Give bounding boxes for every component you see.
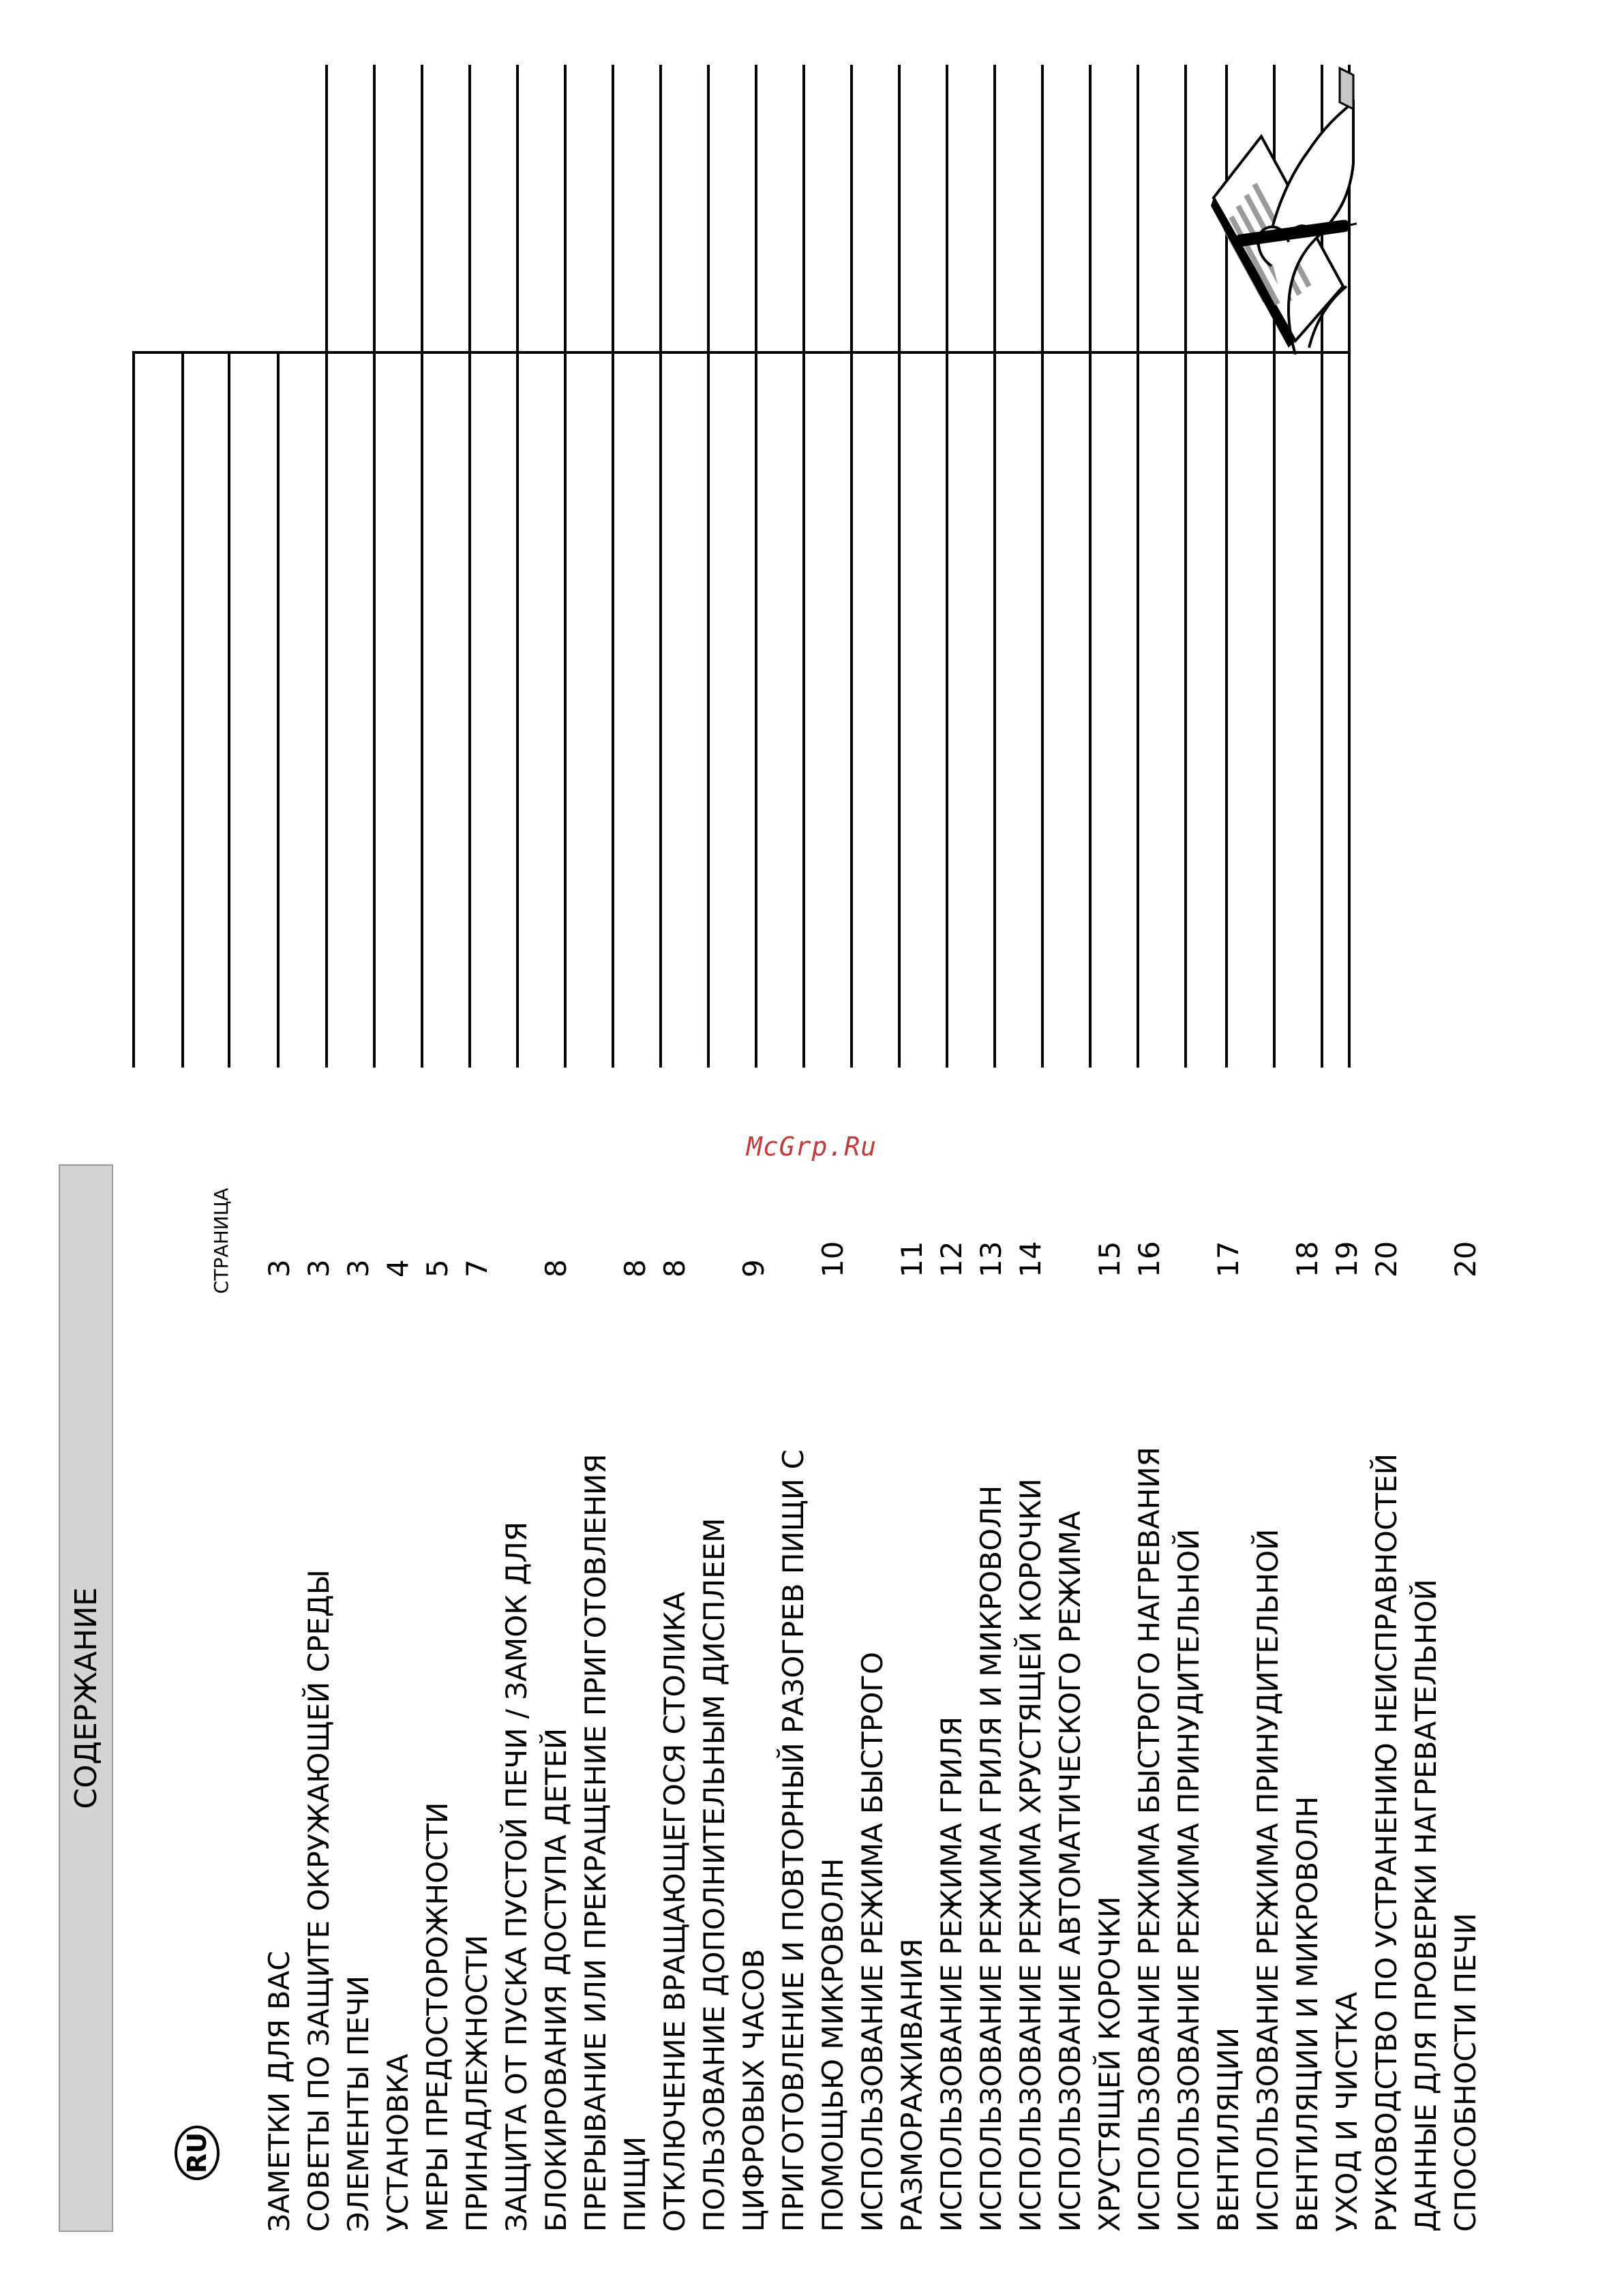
toc-entry — [1446, 1164, 1486, 2232]
toc-entry-title: ЭЛЕМЕНТЫ ПЕЧИ — [342, 1975, 375, 2232]
toc-entry-title: ИСПОЛЬЗОВАНИЕ РЕЖИМА ГРИЛЯ И МИКРОВОЛН — [974, 1485, 1008, 2232]
note-line-connector — [132, 351, 1350, 354]
toc-entry-title: ИСПОЛЬЗОВАНИЕ РЕЖИМА БЫСТРОГО НАГРЕВАНИЯ — [1132, 1447, 1166, 2232]
toc-entry-title: СОВЕТЫ ПО ЗАЩИТЕ ОКРУЖАЮЩЕЙ СРЕДЫ — [302, 1569, 335, 2232]
toc-entry — [1367, 1164, 1407, 2232]
note-line — [228, 351, 230, 1068]
language-badge-label: RU — [182, 2132, 212, 2174]
toc-entry-title: РУКОВОДСТВО ПО УСТРАНЕНИЮ НЕИСПРАВНОСТЕЙ — [1370, 1453, 1403, 2232]
note-line — [659, 65, 662, 1068]
toc-entry-page: 18 — [1291, 1241, 1324, 1278]
toc-entry-title: ПОМОЩЬЮ МИКРОВОЛН — [816, 1858, 849, 2232]
watermark-text: McGrp.Ru — [747, 1132, 877, 1162]
toc-entry-title: ИСПОЛЬЗОВАНИЕ РЕЖИМА ХРУСТЯЩЕЙ КОРОЧКИ — [1014, 1478, 1047, 2232]
toc-entry — [1209, 1164, 1248, 2232]
toc-entry-title: ИСПОЛЬЗОВАНИЕ РЕЖИМА ПРИНУДИТЕЛЬНОЙ — [1172, 1528, 1205, 2232]
toc-entry-title: ВЕНТИЛЯЦИИ — [1212, 2027, 1245, 2232]
toc-entry-page: 4 — [381, 1259, 415, 1278]
note-line — [1089, 65, 1092, 1068]
toc-title-bar — [59, 1164, 113, 2232]
toc-list — [260, 1164, 1486, 2232]
toc-entry — [892, 1164, 932, 2232]
toc-entry-page: 20 — [1449, 1241, 1482, 1278]
toc-entry-page: 20 — [1370, 1241, 1403, 1278]
toc-entry-page: 15 — [1093, 1241, 1126, 1278]
note-line — [421, 65, 423, 1068]
note-line — [1184, 65, 1187, 1068]
toc-entry-title: ИСПОЛЬЗОВАНИЕ РЕЖИМА ПРИНУДИТЕЛЬНОЙ — [1251, 1528, 1284, 2232]
note-line — [373, 65, 376, 1068]
page-title: СОДЕРЖАНИЕ — [68, 1587, 104, 1809]
note-line — [755, 65, 757, 1068]
toc-entry — [418, 1164, 457, 2232]
toc-entry — [655, 1164, 695, 2232]
toc-entry — [616, 1164, 655, 2232]
note-line — [181, 351, 184, 1068]
toc-entry-page: 10 — [816, 1241, 849, 1278]
page-column-header: СТРАНИЦА — [210, 1188, 232, 1294]
toc-entry-title: ПИЩИ — [618, 2136, 652, 2232]
toc-entry — [774, 1164, 813, 2232]
toc-entry-title: ЦИФРОВЫХ ЧАСОВ — [737, 1948, 770, 2232]
note-line — [1041, 65, 1044, 1068]
toc-entry — [1169, 1164, 1209, 2232]
note-line — [325, 65, 328, 1068]
note-line — [946, 65, 948, 1068]
note-line — [612, 65, 614, 1068]
note-line — [277, 351, 280, 1068]
toc-entry — [1051, 1164, 1090, 2232]
note-line — [898, 65, 901, 1068]
toc-entry-title: ПРИНАДЛЕЖНОСТИ — [460, 1935, 494, 2232]
toc-entry-page: 7 — [460, 1259, 494, 1278]
writing-hand-icon — [1207, 61, 1357, 354]
toc-entry — [734, 1164, 774, 2232]
toc-entry-title: УСТАНОВКА — [381, 2053, 415, 2232]
toc-entry — [932, 1164, 972, 2232]
toc-entry — [339, 1164, 378, 2232]
toc-entry-title: ИСПОЛЬЗОВАНИЕ АВТОМАТИЧЕСКОГО РЕЖИМА — [1053, 1511, 1087, 2232]
toc-entry-title: УХОД И ЧИСТКА — [1330, 1991, 1364, 2232]
toc-entry-title: ЗАЩИТА ОТ ПУСКА ПУСТОЙ ПЕЧИ / ЗАМОК ДЛЯ — [500, 1521, 533, 2232]
toc-entry — [1248, 1164, 1288, 2232]
toc-entry-page: 13 — [974, 1241, 1008, 1278]
toc-entry — [853, 1164, 892, 2232]
note-line — [802, 65, 805, 1068]
toc-entry — [1011, 1164, 1051, 2232]
toc-entry-page: 17 — [1212, 1241, 1245, 1278]
toc-entry-title: ПОЛЬЗОВАНИЕ ДОПОЛНИТЕЛЬНЫМ ДИСПЛЕЕМ — [697, 1517, 731, 2232]
toc-entry-page: 11 — [895, 1241, 929, 1278]
toc-entry-page: 5 — [421, 1259, 454, 1278]
toc-entry-title: ИСПОЛЬЗОВАНИЕ РЕЖИМА БЫСТРОГО — [856, 1652, 889, 2232]
table-of-contents — [59, 1164, 1601, 2232]
toc-entry-page: 12 — [935, 1241, 968, 1278]
note-line — [993, 65, 996, 1068]
toc-entry-title: ЗАМЕТКИ ДЛЯ ВАС — [262, 1950, 296, 2232]
toc-entry — [972, 1164, 1011, 2232]
toc-entry — [378, 1164, 418, 2232]
toc-entry-title: ВЕНТИЛЯЦИИ И МИКРОВОЛН — [1291, 1796, 1324, 2232]
toc-entry-page: 3 — [302, 1259, 335, 1278]
toc-entry — [576, 1164, 616, 2232]
note-line — [516, 65, 519, 1068]
toc-entry-page: 9 — [737, 1259, 770, 1278]
toc-entry-title: МЕРЫ ПРЕДОСТОРОЖНОСТИ — [421, 1802, 454, 2232]
notes-lines — [0, 0, 1624, 1077]
toc-entry — [813, 1164, 853, 2232]
language-badge — [175, 2126, 220, 2180]
note-line — [564, 65, 567, 1068]
toc-entry-page: 3 — [342, 1259, 375, 1278]
note-line — [1137, 65, 1139, 1068]
note-line — [707, 65, 710, 1068]
toc-entry-title: ИСПОЛЬЗОВАНИЕ РЕЖИМА ГРИЛЯ — [935, 1716, 968, 2232]
toc-entry-title: СПОСОБНОСТИ ПЕЧИ — [1449, 1913, 1482, 2232]
toc-entry-title: ХРУСТЯЩЕЙ КОРОЧКИ — [1093, 1896, 1126, 2232]
toc-entry — [1090, 1164, 1130, 2232]
toc-entry — [299, 1164, 339, 2232]
toc-entry — [1407, 1164, 1446, 2232]
toc-entry-title: РАЗМОРАЖИВАНИЯ — [895, 1938, 929, 2232]
toc-entry-page: 14 — [1014, 1241, 1047, 1278]
toc-entry-page: 3 — [262, 1259, 296, 1278]
toc-entry-title: ОТКЛЮЧЕНИЕ ВРАЩАЮЩЕГОСЯ СТОЛИКА — [658, 1591, 691, 2232]
toc-entry-page: 16 — [1132, 1241, 1166, 1278]
toc-entry — [457, 1164, 497, 2232]
toc-entry — [695, 1164, 734, 2232]
toc-entry-page: 8 — [618, 1259, 652, 1278]
toc-entry-page: 8 — [539, 1259, 573, 1278]
note-line — [468, 65, 471, 1068]
toc-entry-title: БЛОКИРОВАНИЯ ДОСТУПА ДЕТЕЙ — [539, 1727, 573, 2232]
toc-entry — [260, 1164, 299, 2232]
toc-entry-page: 19 — [1330, 1241, 1364, 1278]
toc-entry-title: ПРЕРЫВАНИЕ ИЛИ ПРЕКРАЩЕНИЕ ПРИГОТОВЛЕНИЯ — [579, 1453, 612, 2232]
toc-entry — [1288, 1164, 1327, 2232]
toc-entry — [497, 1164, 537, 2232]
note-line — [850, 65, 853, 1068]
toc-entry — [1327, 1164, 1367, 2232]
note-line — [132, 351, 135, 1068]
toc-entry-title: ДАННЫЕ ДЛЯ ПРОВЕРКИ НАГРЕВАТЕЛЬНОЙ — [1409, 1579, 1443, 2232]
toc-entry — [537, 1164, 576, 2232]
toc-entry-title: ПРИГОТОВЛЕНИЕ И ПОВТОРНЫЙ РАЗОГРЕВ ПИЩИ С — [777, 1449, 810, 2232]
toc-entry — [1130, 1164, 1169, 2232]
toc-entry-page: 8 — [658, 1259, 691, 1278]
